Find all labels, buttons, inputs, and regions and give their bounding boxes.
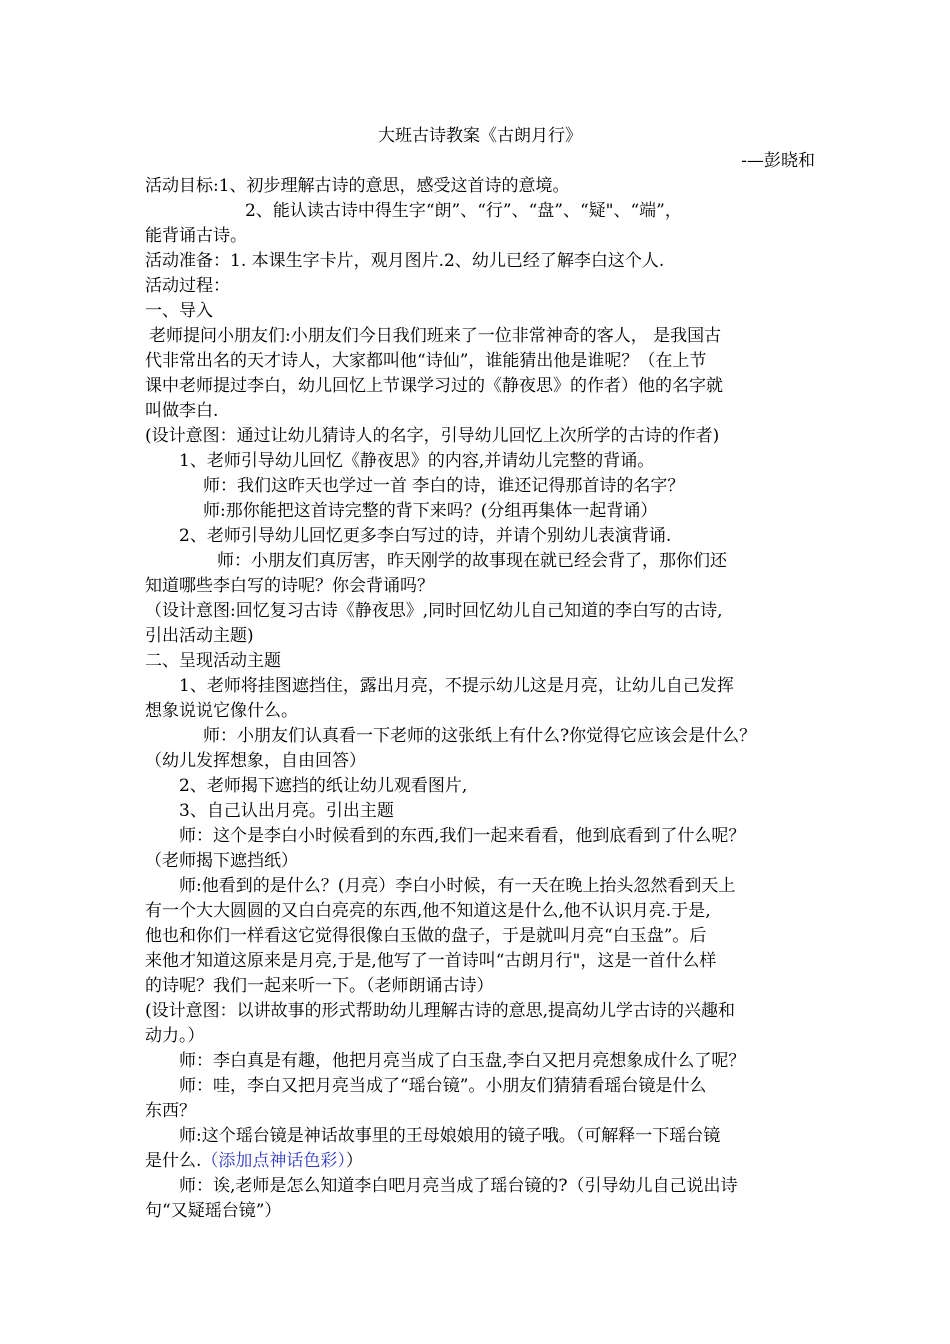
paragraph-line: 师:这个瑶台镜是神话故事里的王母娘娘用的镜子哦。（可解释一下瑶台镜 (179, 1126, 721, 1146)
paragraph-line: 师：诶,老师是怎么知道李白吧月亮当成了瑶台镜的?（引导幼儿自己说出诗 (179, 1176, 738, 1196)
paragraph-line: 师：李白真是有趣，他把月亮当成了白玉盘,李白又把月亮想象成什么了呢？ (179, 1051, 746, 1071)
text-segment: ） (345, 1151, 363, 1171)
paragraph-line: 师:他看到的是什么？(月亮）李白小时候，有一天在晚上抬头忽然看到天上 (179, 876, 736, 896)
paragraph-line: 东西？ (145, 1101, 196, 1121)
paragraph-line: 师：这个是李白小时候看到的东西,我们一起来看看，他到底看到了什么呢？ (179, 826, 746, 846)
paragraph-line: （老师揭下遮挡纸） (145, 851, 298, 871)
paragraph-line: 叫做李白. (145, 401, 219, 421)
paragraph-line: 师：我们这昨天也学过一首 李白的诗，谁还记得那首诗的名字？ (203, 476, 685, 496)
paragraph-line: 想象说说它像什么。 (145, 701, 298, 721)
document-title: 大班古诗教案《古朗月行》 (378, 126, 582, 146)
paragraph-line: 2、老师引导幼儿回忆更多李白写过的诗，并请个别幼儿表演背诵. (179, 526, 672, 546)
section-heading: 二、呈现活动主题 (145, 651, 281, 671)
paragraph-line: 句“又疑瑶台镜”） (145, 1201, 282, 1221)
paragraph-line: 师:那你能把这首诗完整的背下来吗？(分组再集体一起背诵） (203, 501, 658, 521)
paragraph-line: 1、老师引导幼儿回忆《静夜思》的内容,并请幼儿完整的背诵。 (179, 451, 655, 471)
paragraph-line: 3、自己认出月亮。引出主题 (179, 801, 394, 821)
paragraph-line: 活动目标:1、初步理解古诗的意思，感受这首诗的意境。 (145, 176, 570, 196)
paragraph-line: 2、老师揭下遮挡的纸让幼儿观看图片, (179, 776, 468, 796)
paragraph-line: (设计意图：通过让幼儿猜诗人的名字，引导幼儿回忆上次所学的古诗的作者) (145, 426, 720, 446)
paragraph-line: 动力。） (145, 1026, 205, 1046)
paragraph-line: (设计意图：以讲故事的形式帮助幼儿理解古诗的意思,提高幼儿学古诗的兴趣和 (145, 1001, 736, 1021)
paragraph-line: 来他才知道这原来是月亮,于是,他写了一首诗叫“古朗月行"，这是一首什么样 (145, 951, 717, 971)
paragraph-line: （幼儿发挥想象，自由回答） (145, 751, 366, 771)
paragraph-line: 老师提问小朋友们:小朋友们今日我们班来了一位非常神奇的客人， 是我国古 (149, 326, 722, 346)
paragraph-line: 活动过程： (145, 276, 230, 296)
paragraph-line: 的诗呢？我们一起来听一下。（老师朗诵古诗） (145, 976, 494, 996)
paragraph-line: 活动准备：1. 本课生字卡片，观月图片.2、幼儿已经了解李白这个人. (145, 251, 665, 271)
text-segment: 是什么. (145, 1151, 202, 1171)
paragraph-line: 师：小朋友们认真看一下老师的这张纸上有什么?你觉得它应该会是什么？ (203, 726, 757, 746)
paragraph-line: 课中老师提过李白，幼儿回忆上节课学习过的《静夜思》的作者）他的名字就 (145, 376, 723, 396)
section-heading: 一、导入 (145, 301, 213, 321)
paragraph-line: （设计意图:回忆复习古诗《静夜思》,同时回忆幼儿自己知道的李白写的古诗, (145, 601, 723, 621)
paragraph-line: 能背诵古诗。 (145, 226, 247, 246)
paragraph-line: 知道哪些李白写的诗呢？你会背诵吗？ (145, 576, 434, 596)
document-author: -—彭晓和 (741, 151, 815, 171)
paragraph-line (145, 1149, 815, 1174)
paragraph-line: 引出活动主题) (145, 626, 254, 646)
paragraph-line: 1、老师将挂图遮挡住，露出月亮，不提示幼儿这是月亮，让幼儿自己发挥 (179, 676, 734, 696)
highlighted-comment: （添加点神话色彩） (201, 1151, 346, 1171)
paragraph-line: 师：小朋友们真厉害，昨天刚学的故事现在就已经会背了，那你们还 (217, 551, 727, 571)
document-body (145, 124, 815, 1224)
paragraph-line: 2、能认读古诗中得生字“朗”、“行”、“盘”、“疑"、“端”， (245, 201, 682, 221)
paragraph-line: 他也和你们一样看这它觉得很像白玉做的盘子，于是就叫月亮“白玉盘”。后 (145, 926, 707, 946)
paragraph-line: 代非常出名的天才诗人，大家都叫他“诗仙”，谁能猜出他是谁呢？（在上节 (145, 351, 707, 371)
paragraph-line: 师：哇，李白又把月亮当成了“瑶台镜”。小朋友们猜猜看瑶台镜是什么 (179, 1076, 707, 1096)
paragraph-line: 有一个大大圆圆的又白白亮亮的东西,他不知道这是什么,他不认识月亮.于是, (145, 901, 711, 921)
